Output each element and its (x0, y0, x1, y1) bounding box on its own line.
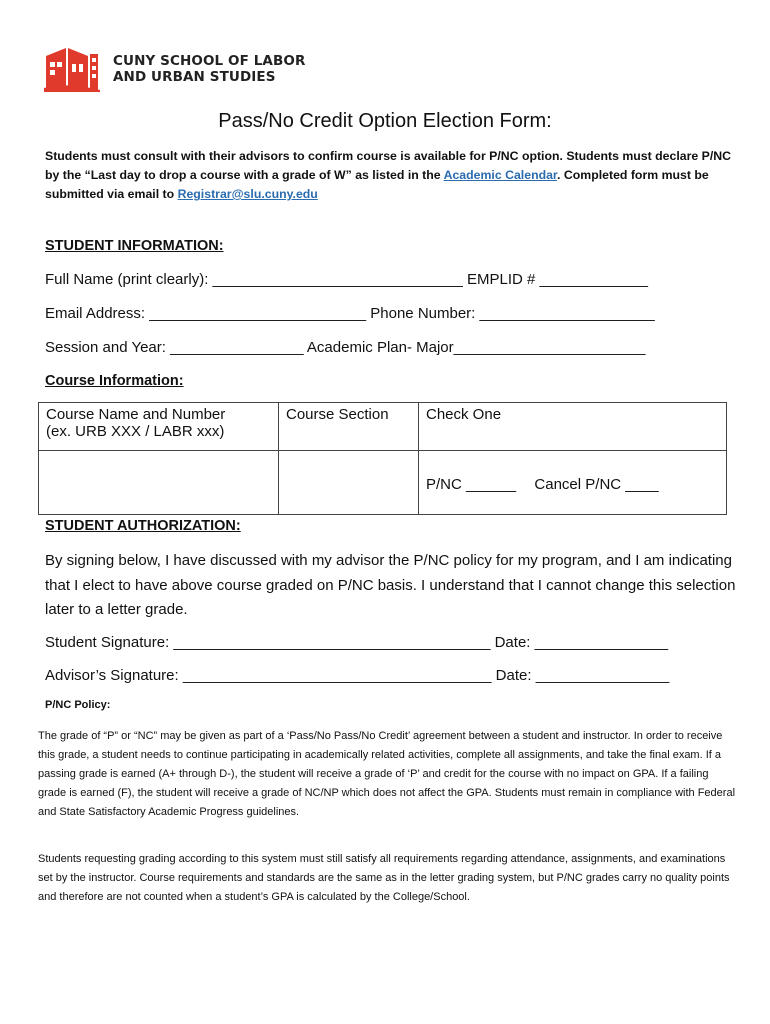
intro-part2: . Completed form must be submitted via email to (45, 168, 709, 201)
advisor-signature-field[interactable]: Advisor’s Signature: _____________________________________ Date: ________________ (45, 667, 670, 684)
cancel-pnc-option[interactable]: Cancel P/NC ____ (534, 475, 659, 493)
check-one-header: Check One (419, 403, 727, 451)
policy-paragraph-1: The grade of “P” or “NC” may be given as part of a ‘Pass/No Pass/No Credit’ agreement between a student and instructor. In order to receive this grade, a student needs to continue participating in academically related activities, complete all assignments, and take the final exam. If a passing grade is earned (A+ through D-), the student will receive a grade of ‘P’ and credit for the course with no impact on GPA. If a failing grade is earned (F), the student will receive a grade of NC/NP which does not affect the GPA. Students must remain in compliance with Federal and State Satisfactory Academic Progress guidelines. (38, 730, 736, 818)
academic-calendar-link[interactable]: Academic Calendar (443, 168, 558, 182)
course-section-cell[interactable] (279, 451, 419, 515)
course-table (38, 402, 727, 515)
school-logo-icon (44, 42, 104, 92)
full-name-field[interactable]: Full Name (print clearly): ______________________________ EMPLID # _____________ (45, 271, 648, 288)
school-name-line1: CUNY SCHOOL OF LABOR (113, 53, 306, 69)
student-info-heading: STUDENT INFORMATION: (45, 238, 224, 254)
course-name-header (39, 403, 279, 451)
registrar-email-link[interactable]: Registrar@slu.cuny.edu (177, 187, 318, 201)
school-name (113, 53, 305, 85)
authorization-heading: STUDENT AUTHORIZATION: (45, 518, 241, 534)
email-phone-field[interactable]: Email Address: __________________________ Phone Number: _____________________ (45, 305, 655, 322)
session-plan-field[interactable]: Session and Year: ________________ Academic Plan- Major_______________________ (45, 339, 646, 356)
course-section-header: Course Section (279, 403, 419, 451)
course-name-label: Course Name and Number (46, 406, 226, 423)
intro-part1: Students must consult with their advisors to confirm course is available for P/NC option. Students must declare P/NC by the “Last day to drop a course with a grade of W” as listed in the (45, 149, 732, 182)
policy-heading: P/NC Policy: (45, 699, 111, 711)
course-name-cell[interactable] (39, 451, 279, 515)
policy-paragraph-2: Students requesting grading according to this system must still satisfy all requirements regarding attendance, assignments, and examinations set by the instructor. Course requirements and standards are the same as in the letter grading system, but P/NC grades carry no quality points and therefore are not counted when a student’s GPA is calculated by the College/School. (38, 853, 730, 903)
form-title: Pass/No Credit Option Election Form: (218, 110, 552, 132)
intro-text (45, 147, 745, 204)
course-name-example: (ex. URB XXX / LABR xxx) (46, 423, 225, 440)
check-one-cell[interactable] (419, 451, 727, 515)
course-info-heading: Course Information: (45, 373, 184, 389)
pnc-option[interactable]: P/NC ______ (426, 475, 517, 493)
student-signature-field[interactable]: Student Signature: ______________________________________ Date: ________________ (45, 634, 669, 651)
authorization-text: By signing below, I have discussed with my advisor the P/NC policy for my program, and I am indicating that I elect to have above course graded on P/NC basis. I understand that I cannot change this selection later to a letter grade. (45, 552, 736, 618)
school-name-line2: AND URBAN STUDIES (113, 69, 276, 85)
